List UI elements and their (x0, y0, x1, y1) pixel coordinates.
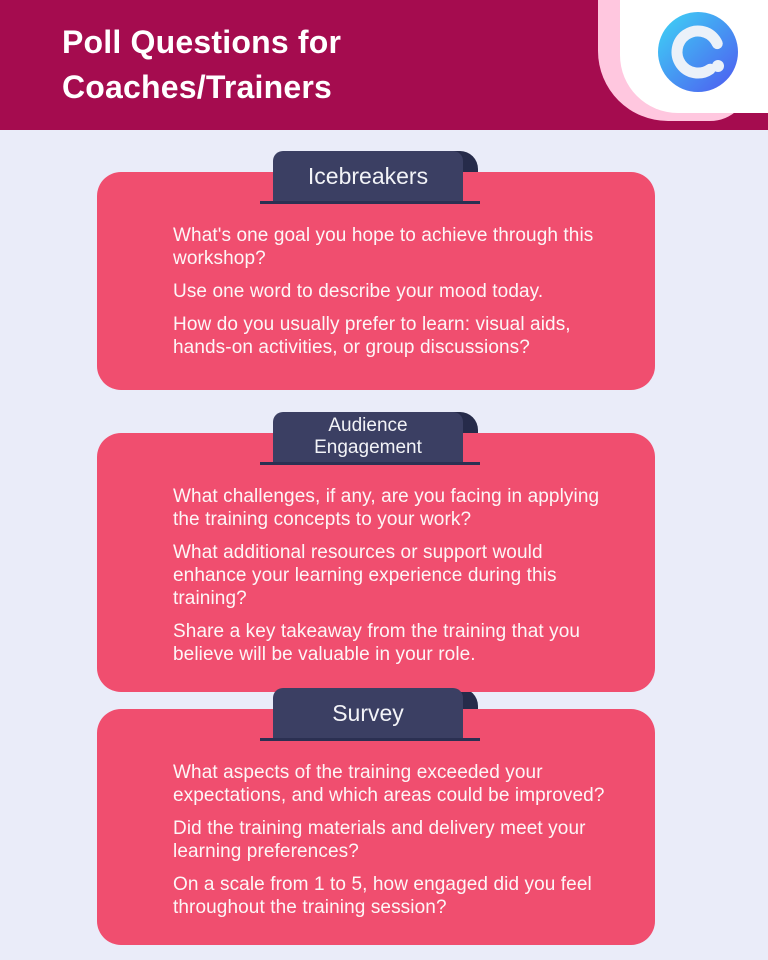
question-text: On a scale from 1 to 5, how engaged did you feel throughout the training session? (173, 874, 592, 918)
question-card (97, 433, 655, 692)
banner-label: Survey (332, 700, 404, 726)
banner-label: Icebreakers (307, 163, 429, 189)
classpoint-logo-icon (658, 12, 738, 92)
banner-body (273, 151, 463, 201)
question-text: What challenges, if any, are you facing in applying the training concepts to your work? (173, 486, 600, 530)
page-title-line2: Coaches/Trainers (62, 69, 332, 105)
question-text: What aspects of the training exceeded your expectations, and which areas could be improved? (173, 762, 605, 806)
banner-underline (260, 201, 480, 204)
question-text: Did the training materials and delivery meet your learning preferences? (173, 818, 586, 862)
page-title-line1: Poll Questions for (62, 24, 342, 60)
question-card (97, 709, 655, 945)
section-banner (273, 151, 463, 201)
banner-body (273, 412, 463, 462)
banner-underline (260, 462, 480, 465)
section-banner (273, 688, 463, 738)
banner-label: Audience Engagement (314, 415, 422, 458)
section-banner (273, 412, 463, 462)
header (0, 0, 768, 130)
question-text: Share a key takeaway from the training that you believe will be valuable in your role. (173, 621, 581, 665)
question-text: Use one word to describe your mood today. (173, 281, 544, 302)
question-text: What's one goal you hope to achieve through this workshop? (173, 225, 594, 269)
question-text: What additional resources or support would enhance your learning experience during this training? (173, 542, 557, 609)
banner-body (273, 688, 463, 738)
page-title (62, 20, 341, 110)
question-text: How do you usually prefer to learn: visual aids, hands-on activities, or group discussions? (173, 314, 571, 358)
question-card (97, 172, 655, 390)
banner-underline (260, 738, 480, 741)
